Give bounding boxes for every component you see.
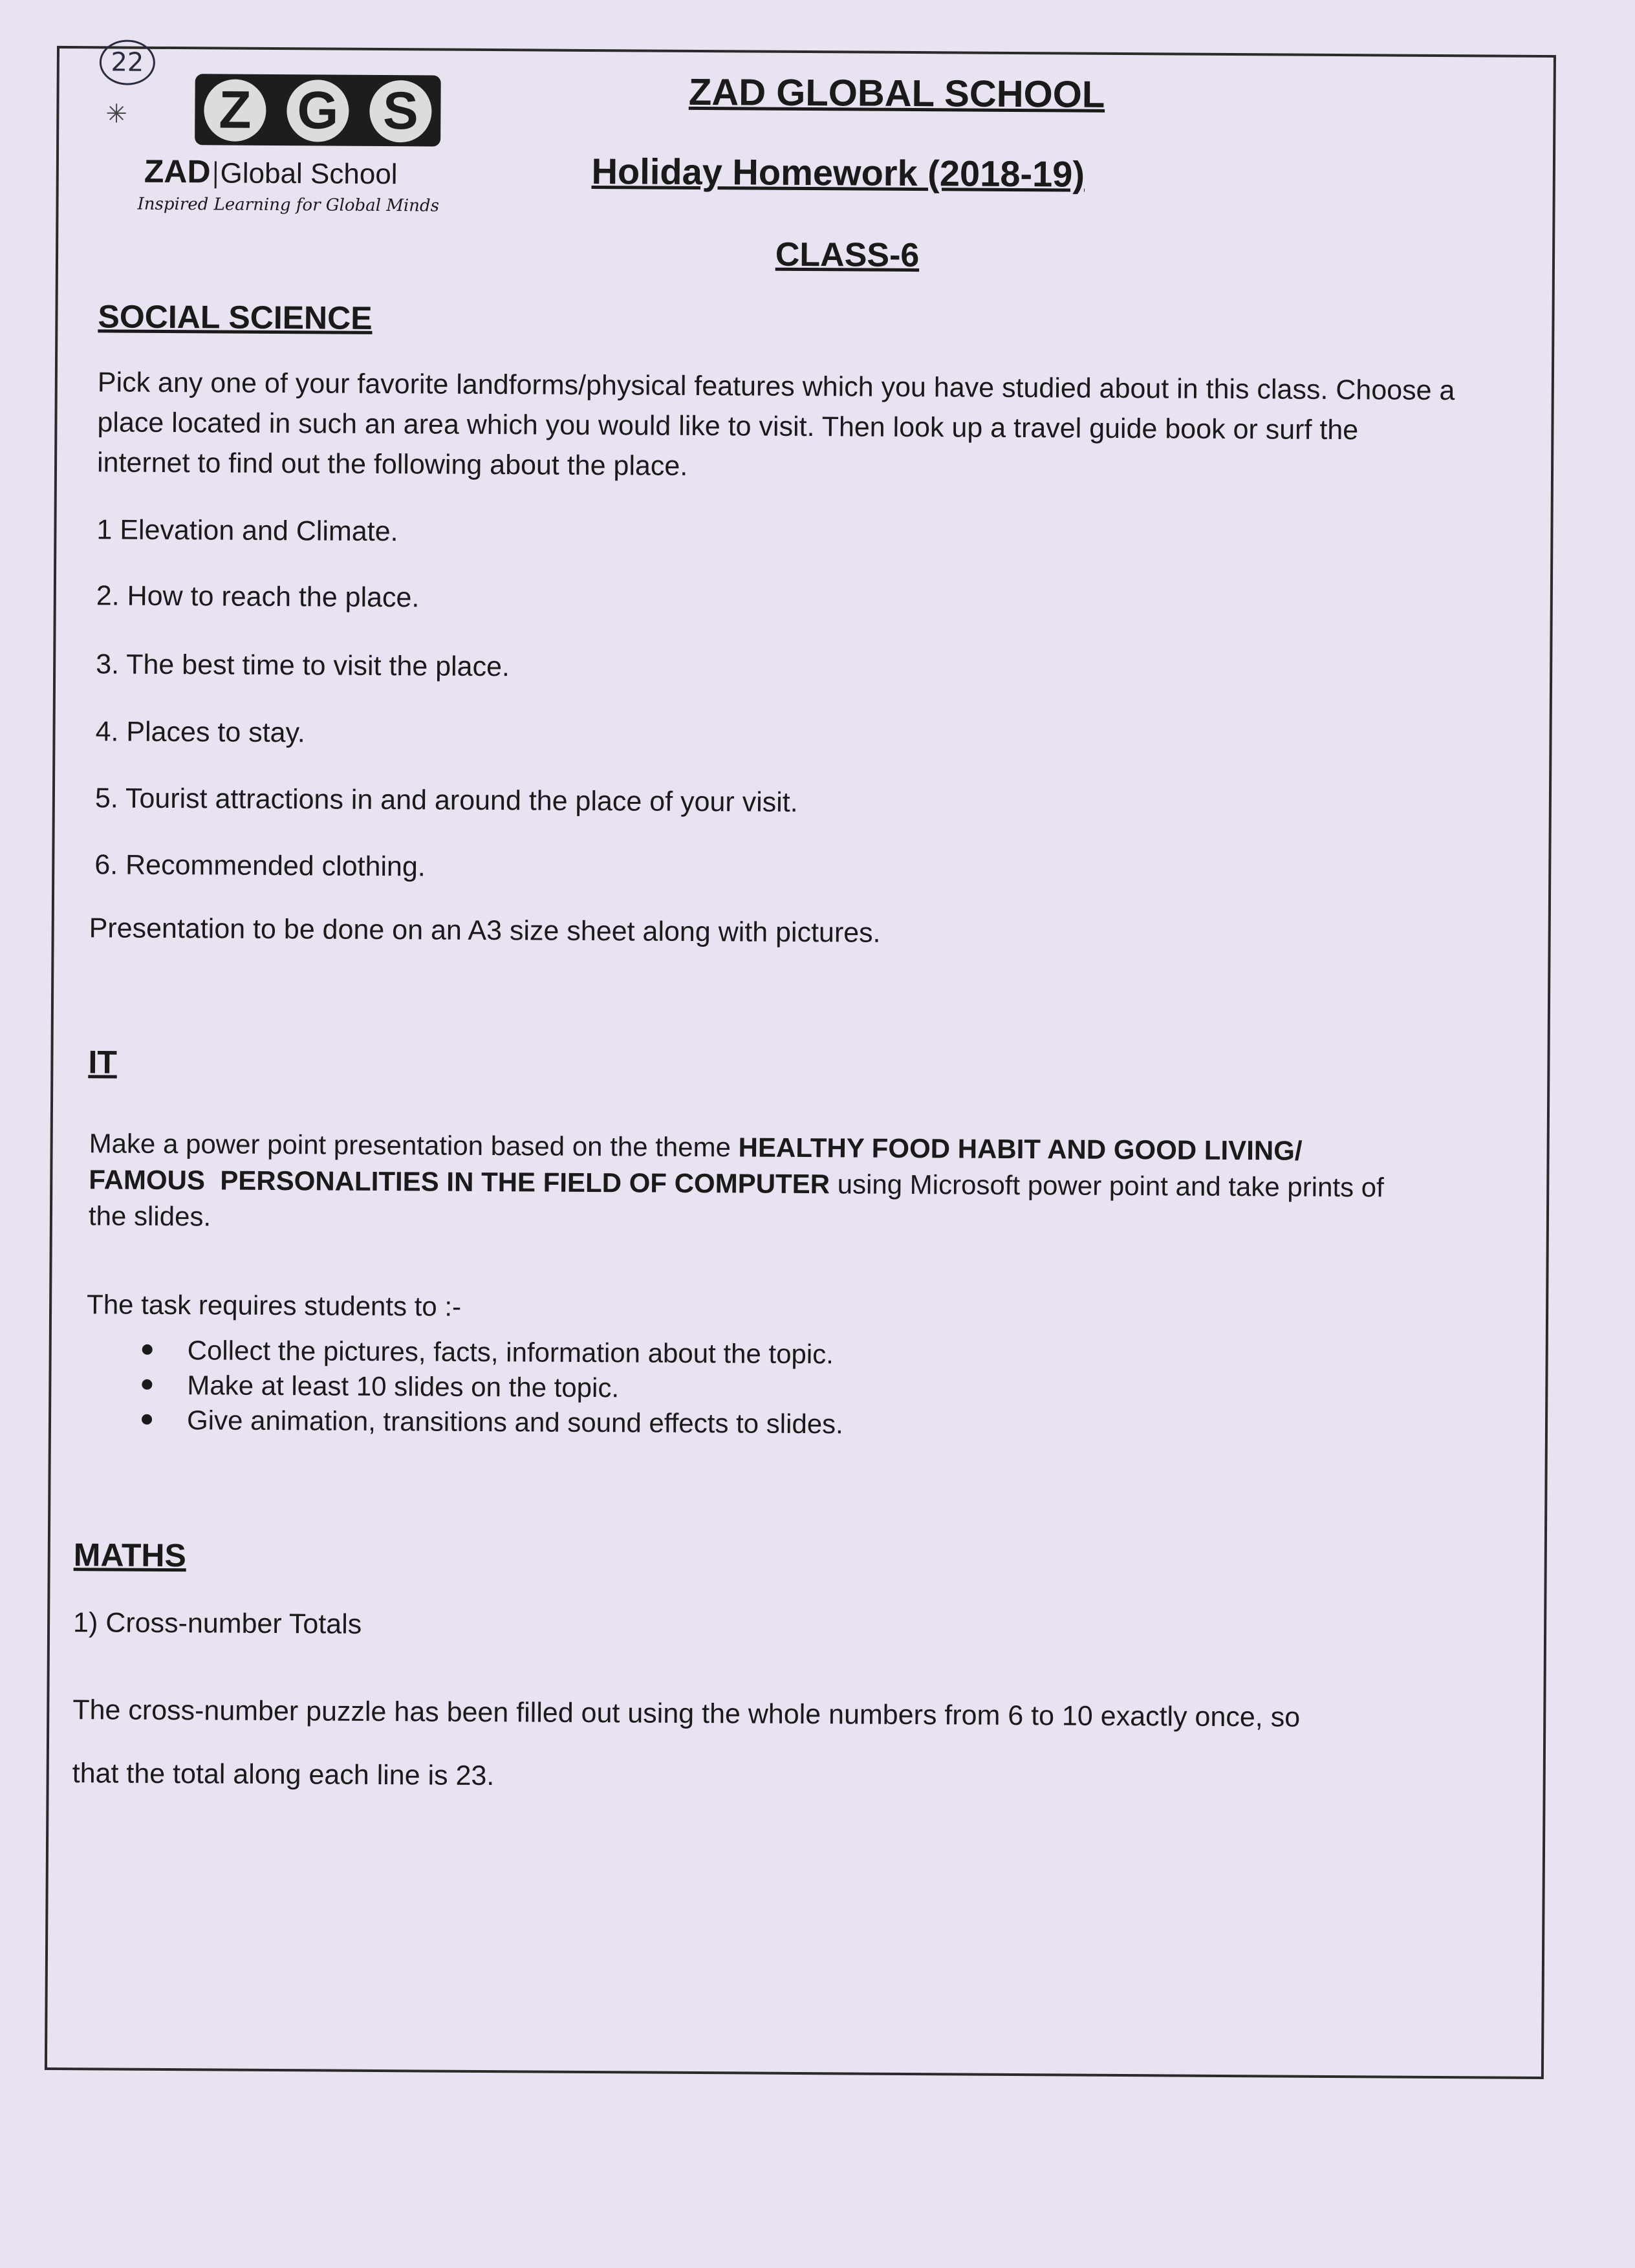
worksheet-page (45, 46, 1556, 2079)
intro-line: place located in such an area which you would like to visit. Then look up a travel guide book or surf the (97, 407, 1359, 446)
social-science-intro (97, 362, 1533, 491)
bullet-item: Give animation, transitions and sound effects to slides. (103, 1402, 843, 1442)
task-intro: The task requires students to :- (86, 1289, 462, 1322)
bullet-item: Make at least 10 slides on the topic. (103, 1367, 843, 1407)
it-theme-2: FAMOUS PERSONALITIES IN THE FIELD OF COMPUTER (89, 1164, 830, 1200)
maths-line: The cross-number puzzle has been filled out using the whole numbers from 6 to 10 exactly once, so (72, 1694, 1301, 1733)
social-science-title: SOCIAL SCIENCE (98, 298, 373, 336)
list-item: 3. The best time to visit the place. (96, 649, 510, 683)
page-number: 22 (100, 39, 155, 85)
maths-subtitle: 1) Cross-number Totals (72, 1607, 362, 1640)
school-name-heading: ZAD GLOBAL SCHOOL (688, 70, 1105, 116)
maths-line: that the total along each line is 23. (72, 1758, 495, 1792)
it-theme-1: HEALTHY FOOD HABIT AND GOOD LIVING/ (738, 1132, 1303, 1166)
list-item: 2. How to reach the place. (96, 580, 420, 614)
maths-title: MATHS (73, 1537, 186, 1574)
it-description (89, 1125, 1538, 1243)
task-bullets (103, 1332, 844, 1442)
intro-line: internet to find out the following about the place. (96, 447, 688, 482)
intro-line: Pick any one of your favorite landforms/physical features which you have studied about in this class. Choose a (97, 367, 1455, 407)
maths-text (72, 1678, 1521, 1814)
it-title: IT (88, 1044, 118, 1081)
it-line-1-text: Make a power point presentation based on the theme (89, 1128, 739, 1163)
list-item: 6. Recommended clothing. (94, 849, 426, 883)
it-line-3: the slides. (88, 1200, 211, 1232)
it-line-2-text: using Microsoft power point and take prints of (829, 1169, 1384, 1203)
homework-title: Holiday Homework (2018-19) (591, 150, 1085, 195)
list-item: 1 Elevation and Climate. (96, 514, 398, 548)
logo-letter-z: Z (204, 79, 266, 142)
list-item: 5. Tourist attractions in and around the place of your visit. (94, 783, 798, 818)
logo-tagline: Inspired Learning for Global Minds (137, 194, 440, 216)
presentation-note: Presentation to be done on an A3 size sheet along with pictures. (89, 913, 881, 949)
logo-brand-bold: ZAD (144, 153, 211, 190)
logo-letter-g: G (287, 80, 349, 142)
bullet-item: Collect the pictures, facts, information about the topic. (103, 1332, 844, 1372)
class-heading: CLASS-6 (775, 235, 920, 275)
logo-letter-s: S (369, 80, 432, 143)
logo-brand-rest: Global School (220, 157, 398, 191)
punch-mark-icon: ✳ (105, 100, 128, 129)
list-item: 4. Places to stay. (95, 716, 305, 749)
